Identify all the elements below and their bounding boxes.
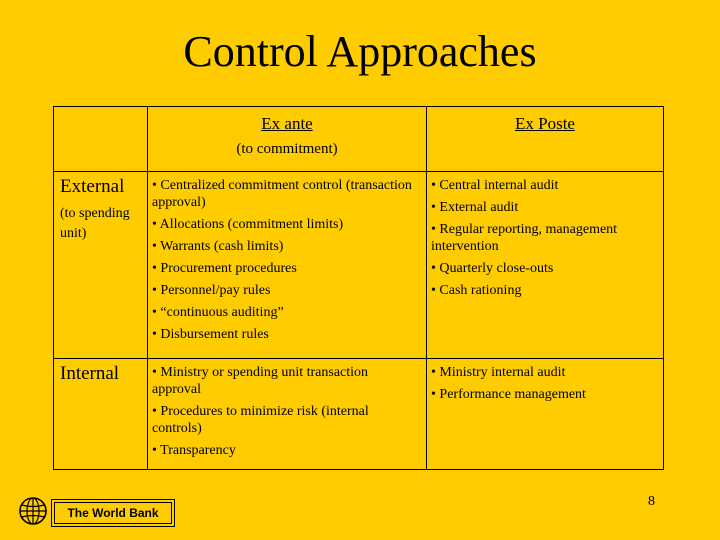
- cell-internal-ex-poste: [427, 359, 664, 470]
- list-item: • Allocations (commitment limits): [152, 217, 344, 232]
- col-header-ex-ante: [148, 107, 427, 172]
- cell-external-ex-poste: [427, 172, 664, 359]
- list-item: • Ministry or spending unit transaction approval: [152, 365, 369, 397]
- list-item: • Disbursement rules: [152, 327, 269, 342]
- list-item: • Ministry internal audit: [431, 365, 566, 380]
- table-row-internal: [54, 359, 664, 470]
- list-item: • Procedures to minimize risk (internal controls): [152, 404, 369, 436]
- world-bank-globe-icon: [18, 496, 48, 526]
- list-item: • Regular reporting, management intervention: [431, 222, 618, 254]
- page-title: Control Approaches: [183, 27, 537, 76]
- row-header-title: External: [60, 176, 125, 197]
- list-item: • Personnel/pay rules: [152, 283, 271, 298]
- row-header-external: [54, 172, 148, 359]
- col-header-title: Ex ante: [261, 114, 313, 133]
- row-header-subtitle: (to spending unit): [60, 206, 130, 241]
- list-item: • Performance management: [431, 387, 586, 402]
- col-header-title: Ex Poste: [515, 114, 575, 133]
- list-item: • Cash rationing: [431, 283, 522, 298]
- page-number: 8: [648, 494, 655, 509]
- list-item: • Central internal audit: [431, 178, 559, 193]
- list-item: • Quarterly close-outs: [431, 261, 554, 276]
- list-item: • Transparency: [152, 443, 236, 458]
- cell-internal-ex-ante: [148, 359, 427, 470]
- control-approaches-table: [53, 106, 664, 470]
- list-item: • “continuous auditing”: [152, 305, 284, 320]
- cell-external-ex-ante: [148, 172, 427, 359]
- empty-corner-cell: [54, 107, 148, 172]
- col-header-subtitle: (to commitment): [236, 141, 338, 157]
- row-header-title: Internal: [60, 363, 120, 384]
- list-item: • External audit: [431, 200, 519, 215]
- list-item: • Procurement procedures: [152, 261, 297, 276]
- list-item: • Warrants (cash limits): [152, 239, 284, 254]
- list-item: • Centralized commitment control (transaction approval): [152, 178, 412, 210]
- col-header-ex-poste: [427, 107, 664, 172]
- table-header-row: [54, 107, 664, 172]
- table-row-external: [54, 172, 664, 359]
- world-bank-logo-text: The World Bank: [54, 502, 172, 524]
- row-header-internal: [54, 359, 148, 470]
